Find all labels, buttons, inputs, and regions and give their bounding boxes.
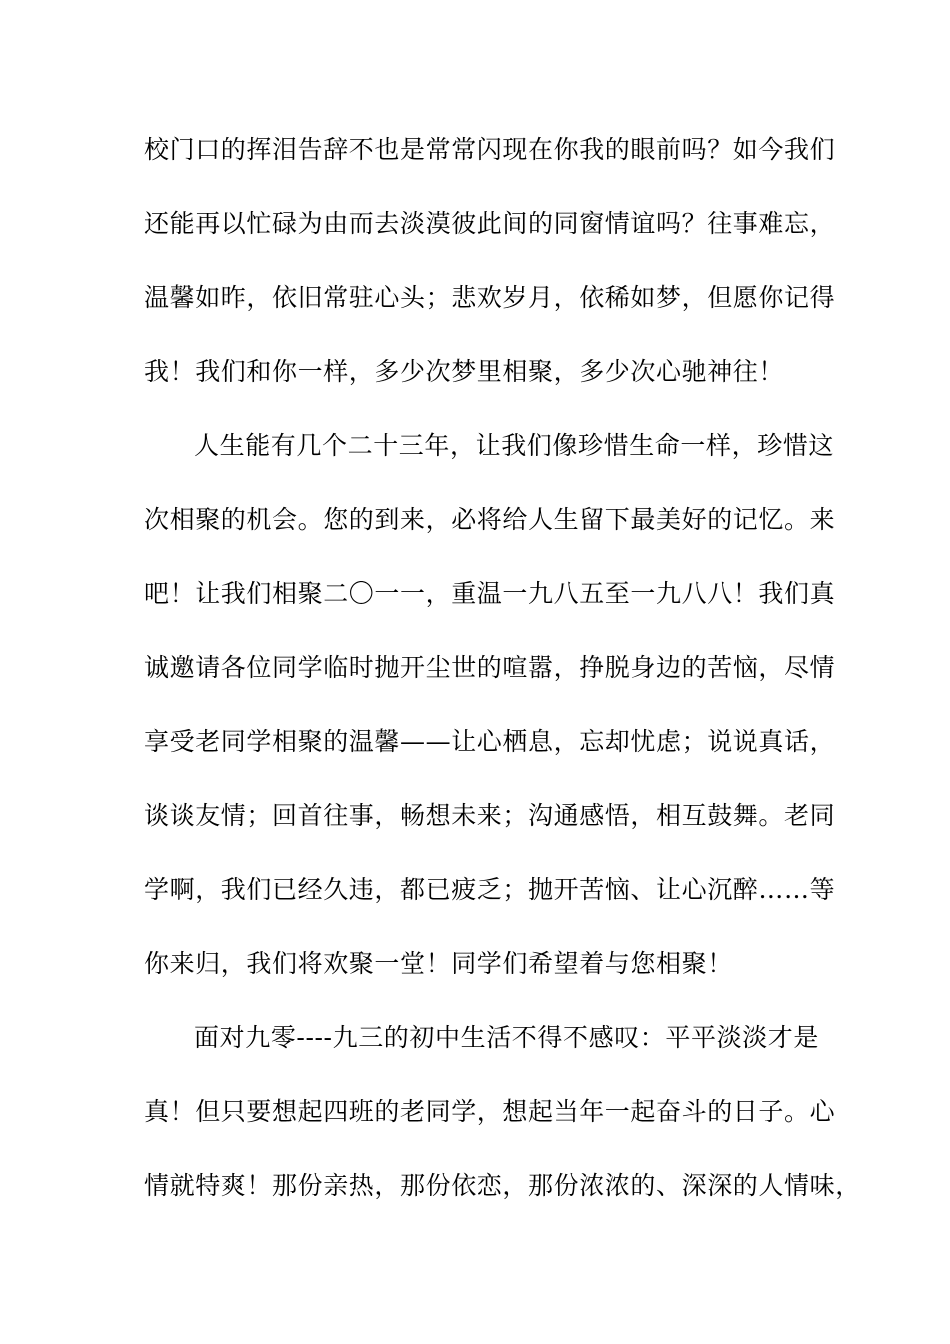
- text-line: 温馨如昨，依旧常驻心头；悲欢岁月，依稀如梦，但愿你记得: [144, 283, 836, 312]
- text-line: 吧！让我们相聚二〇一一，重温一九八五至一九八八！我们真: [144, 579, 836, 608]
- text-line: 校门口的挥泪告辞不也是常常闪现在你我的眼前吗？如今我们: [144, 135, 836, 164]
- text-line: 真！但只要想起四班的老同学，想起当年一起奋斗的日子。心: [144, 1097, 836, 1126]
- text-line: 谈谈友情；回首往事，畅想未来；沟通感悟，相互鼓舞。老同: [144, 801, 836, 830]
- text-line: 学啊，我们已经久违，都已疲乏；抛开苦恼、让心沉醉……等: [144, 875, 836, 904]
- text-line: 诚邀请各位同学临时抛开尘世的喧嚣，挣脱身边的苦恼，尽情: [144, 653, 836, 682]
- text-line: 情就特爽！那份亲热，那份依恋，那份浓浓的、深深的人情味，: [144, 1171, 861, 1200]
- paragraph-first-line: 面对九零----九三的初中生活不得不感叹：平平淡淡才是: [194, 1023, 819, 1052]
- text-line: 还能再以忙碌为由而去淡漠彼此间的同窗情谊吗？往事难忘，: [144, 209, 836, 238]
- text-line: 你来归，我们将欢聚一堂！同学们希望着与您相聚！: [144, 949, 733, 978]
- paragraph-first-line: 人生能有几个二十三年，让我们像珍惜生命一样，珍惜这: [194, 431, 835, 460]
- text-line: 我！我们和你一样，多少次梦里相聚，多少次心驰神往！: [144, 357, 785, 386]
- body-text: [144, 130, 861, 1240]
- text-line: 次相聚的机会。您的到来，必将给人生留下最美好的记忆。来: [144, 505, 836, 534]
- text-line: 享受老同学相聚的温馨——让心栖息，忘却忧虑；说说真话，: [144, 727, 836, 756]
